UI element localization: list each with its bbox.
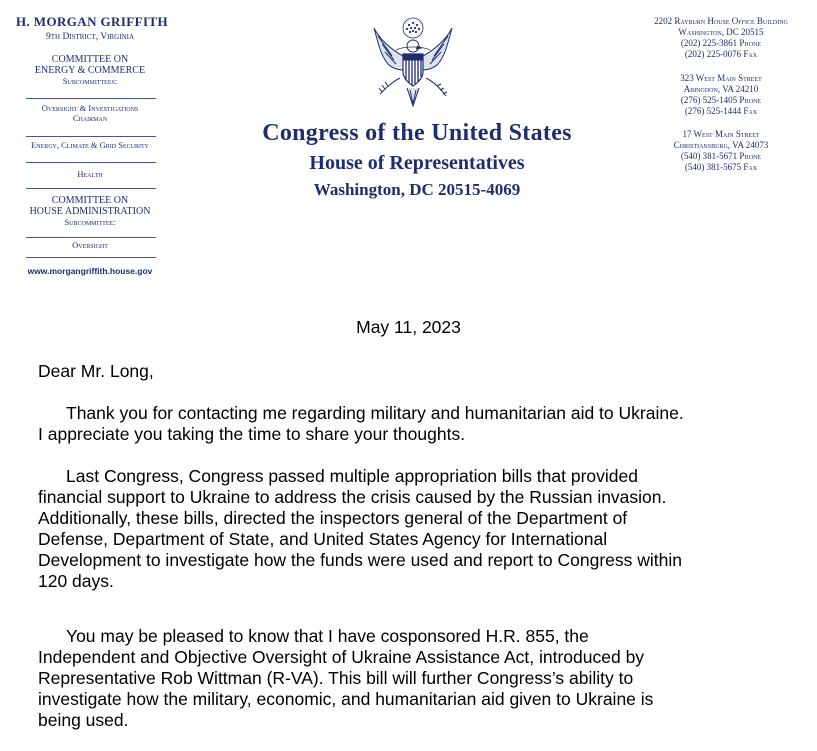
- letterhead-city: Washington, DC 20515-4069: [313, 180, 521, 199]
- subcommittee-energy: Energy, Climate & Grid Security: [31, 140, 149, 150]
- letterhead-title: Congress of the United States: [262, 120, 572, 146]
- office-dc-fax: (202) 225-0076 Fax: [684, 49, 758, 59]
- subcommittees-label: Subcommittees:: [62, 76, 118, 86]
- office-abingdon-city: Abingdon, VA 24210: [683, 84, 759, 94]
- subcommittee-oversight-2: Oversight: [72, 240, 108, 250]
- website-link[interactable]: www.morgangriffith.house.gov: [27, 266, 153, 276]
- divider: [26, 98, 156, 99]
- subcommittee-label-2: Subcommittee:: [64, 217, 116, 227]
- salutation: Dear Mr. Long,: [38, 361, 154, 381]
- subcommittee-health: Health: [77, 169, 103, 179]
- great-seal-eagle-icon: [370, 16, 456, 116]
- committee-label-2: COMMITTEE ON: [51, 195, 129, 206]
- subcommittee-role: Chairman: [72, 113, 108, 123]
- office-abingdon-phone: (276) 525-1405 Phone: [680, 95, 762, 105]
- office-christiansburg-address: 17 West Main Street: [682, 129, 760, 139]
- office-abingdon-address: 323 West Main Street: [680, 73, 762, 83]
- office-dc-phone: (202) 225-3861 Phone: [680, 38, 762, 48]
- letter-date: May 11, 2023: [356, 317, 461, 337]
- office-christiansburg-fax: (540) 381-5675 Fax: [684, 162, 758, 172]
- letter-paragraph: Thank you for contacting me regarding military and humanitarian aid to Ukraine. I appreciate you taking the time to share your thoughts.: [38, 403, 684, 444]
- subcommittee-oversight: Oversight & Investigations: [41, 103, 139, 113]
- committee-label: COMMITTEE ON: [51, 54, 129, 65]
- committee-name-2: HOUSE ADMINISTRATION: [29, 206, 151, 217]
- office-abingdon-fax: (276) 525-1444 Fax: [684, 106, 758, 116]
- letter-paragraph: You may be pleased to know that I have cosponsored H.R. 855, the Independent and Objective Oversight of Ukraine Assistance Act, introduced by Representative Rob Wittman (R-VA). This bill will further Congress’s ability to investigate how the military, economic, and humanitarian aid given to Ukraine is being used.: [38, 626, 654, 730]
- committee-name: ENERGY & COMMERCE: [34, 65, 146, 76]
- office-dc-address: 2202 Rayburn House Office Building: [654, 16, 788, 26]
- office-dc-city: Washington, DC 20515: [678, 27, 764, 37]
- office-christiansburg-city: Christiansburg, VA 24073: [673, 140, 769, 150]
- divider: [26, 257, 156, 258]
- member-name: H. MORGAN GRIFFITH: [16, 14, 169, 29]
- divider: [26, 237, 156, 238]
- district-label: 9th District, Virginia: [45, 32, 135, 42]
- letterhead-house: House of Representatives: [309, 152, 525, 174]
- letter-paragraph: Last Congress, Congress passed multiple appropriation bills that provided financial support to Ukraine to address the crisis caused by the Russian invasion. Additionally, these bills, directed the inspectors general of the Department of Defense, Department of State, and United States Agency for International Development to investigate how the funds were used and report to Congress within 120 days.: [38, 466, 682, 591]
- office-christiansburg-phone: (540) 381-5671 Phone: [680, 151, 762, 161]
